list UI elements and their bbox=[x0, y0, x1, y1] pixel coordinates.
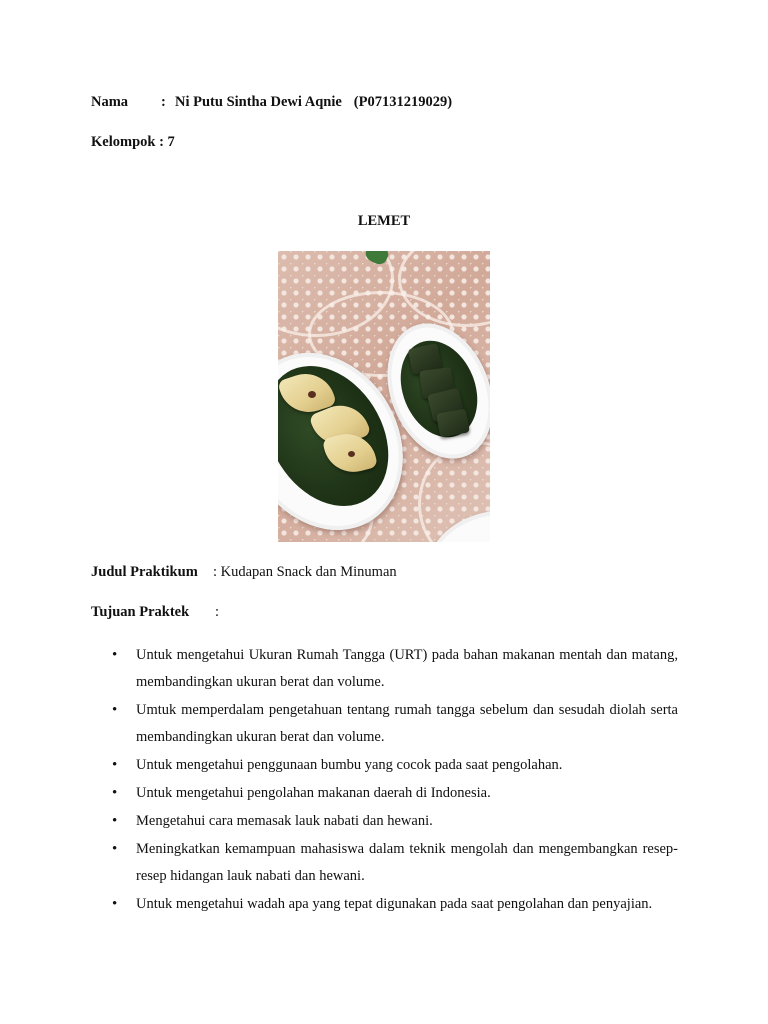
list-item: • Untuk mengetahui Ukuran Rumah Tangga (URT) pada bahan makanan mentah dan matang, membandingkan ukuran berat dan volume. bbox=[112, 642, 678, 696]
group-number: 7 bbox=[167, 134, 175, 150]
name-colon: : bbox=[161, 94, 166, 110]
list-item: • Umtuk memperdalam pengetahuan tentang rumah tangga sebelum dan sesudah diolah serta membandingkan ukuran berat dan volume. bbox=[112, 697, 678, 751]
objectives-colon: : bbox=[215, 604, 220, 620]
list-item: • Meningkatkan kemampuan mahasiswa dalam teknik mengolah dan mengembangkan resep-resep hidangan lauk nabati dan hewani. bbox=[112, 836, 678, 890]
list-item: • Mengetahui cara memasak lauk nabati dan hewani. bbox=[112, 808, 678, 835]
objectives-list bbox=[112, 642, 678, 918]
objectives-row bbox=[91, 604, 219, 621]
student-name: Ni Putu Sintha Dewi Aqnie bbox=[175, 94, 342, 110]
document-title: LEMET bbox=[357, 213, 411, 229]
group-row bbox=[91, 134, 175, 151]
objectives-label: Tujuan Praktek bbox=[91, 604, 190, 620]
list-item: • Untuk mengetahui wadah apa yang tepat digunakan pada saat pengolahan dan penyajian. bbox=[112, 891, 678, 918]
student-id: (P07131219029) bbox=[353, 94, 453, 110]
lemet-food-photo bbox=[278, 251, 490, 542]
list-item: • Untuk mengetahui pengolahan makanan daerah di Indonesia. bbox=[112, 780, 678, 807]
name-label: Nama bbox=[91, 94, 129, 110]
practicum-title-value: : Kudapan Snack dan Minuman bbox=[213, 564, 397, 580]
practicum-title-label: Judul Praktikum bbox=[91, 564, 198, 580]
group-label: Kelompok : bbox=[91, 134, 164, 150]
list-item: • Untuk mengetahui penggunaan bumbu yang cocok pada saat pengolahan. bbox=[112, 752, 678, 779]
student-name-row bbox=[91, 94, 452, 111]
practicum-title-row bbox=[91, 564, 397, 581]
